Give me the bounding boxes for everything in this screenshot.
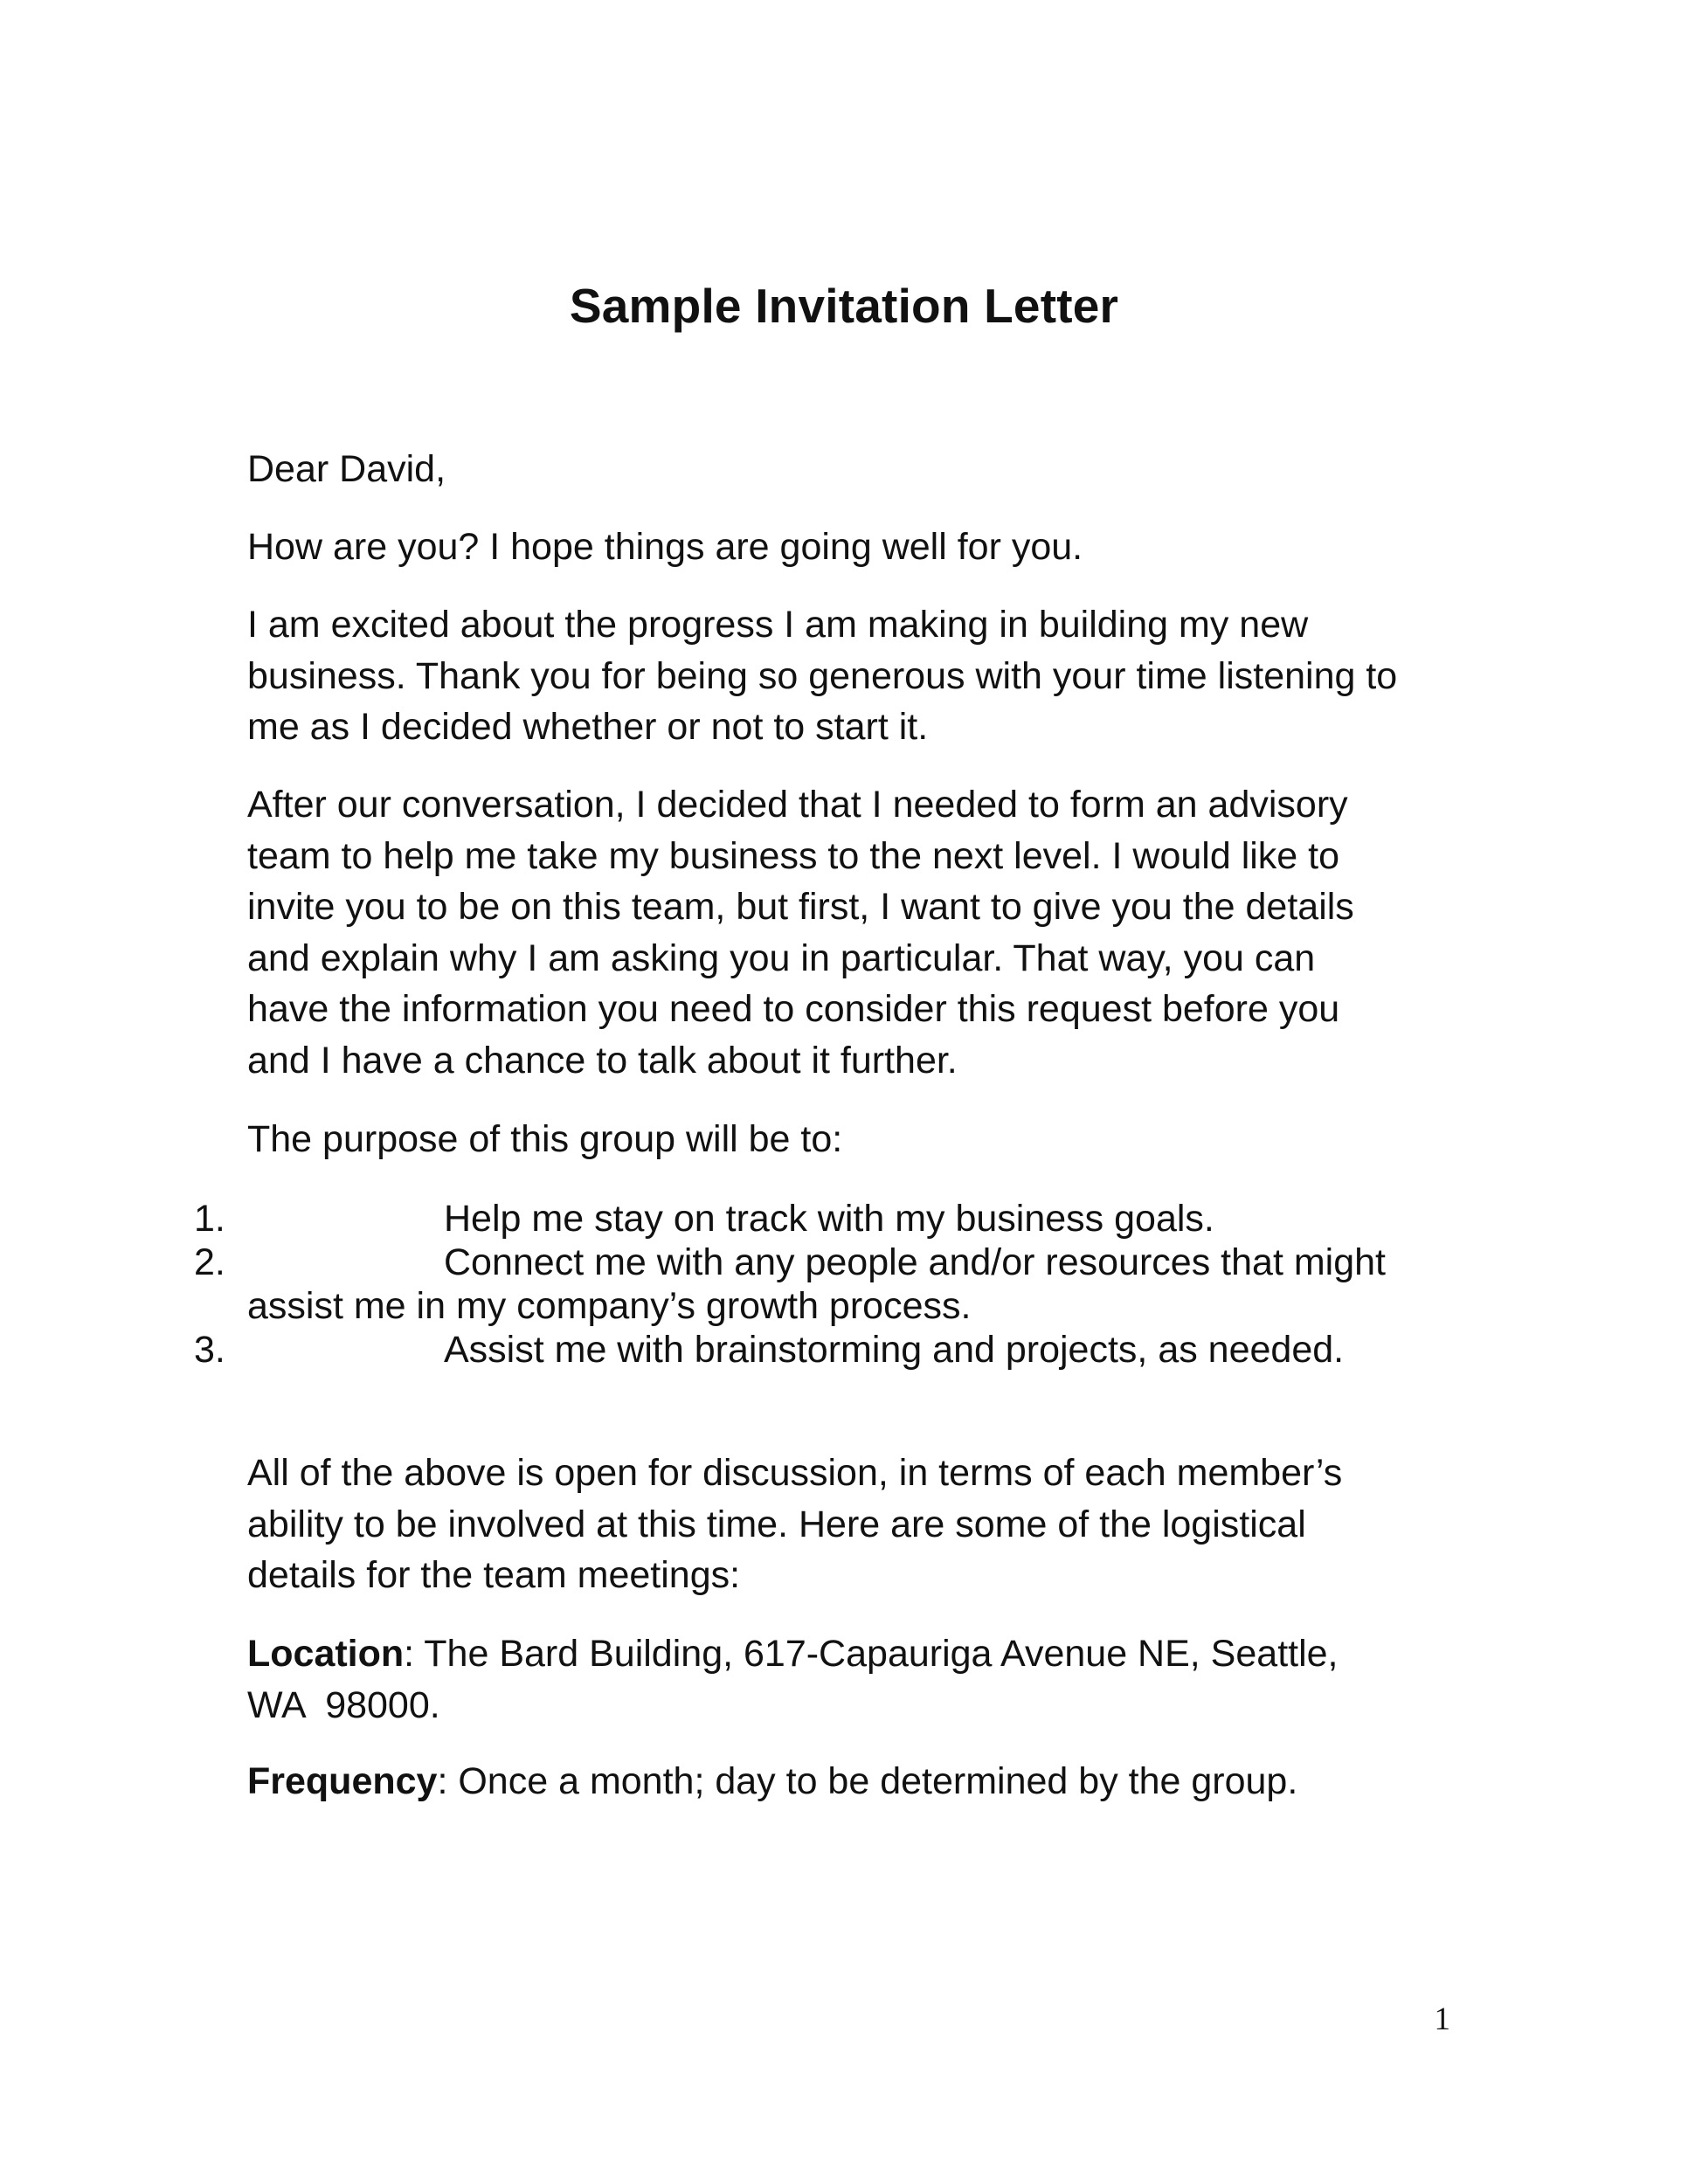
location-label: Location [247, 1633, 405, 1675]
list-item-number: 2. [194, 1241, 225, 1283]
list-item-text: Assist me with brainstorming and projects, as needed. [444, 1329, 1345, 1371]
frequency-text: : Once a month; day to be determined by the group. [437, 1760, 1298, 1802]
discussion-paragraph [247, 1448, 1488, 1601]
page-number: 1 [1434, 2001, 1450, 2037]
paragraph-line: business. Thank you for being so generous with your time listening to [247, 654, 1398, 697]
paragraph-line: and I have a chance to talk about it further. [247, 1039, 958, 1082]
paragraph-line: All of the above is open for discussion, in terms of each member’s [247, 1452, 1343, 1494]
location-paragraph [247, 1628, 1488, 1731]
paragraph-line: I am excited about the progress I am making in building my new [247, 604, 1309, 646]
letter-title: Sample Invitation Letter [569, 279, 1119, 333]
paragraph-line: After our conversation, I decided that I needed to form an advisory [247, 784, 1348, 826]
salutation: Dear David, [247, 448, 446, 490]
progress-paragraph [247, 599, 1488, 753]
list-item-text: Connect me with any people and/or resources that might [444, 1241, 1386, 1283]
list-item-number: 3. [194, 1329, 225, 1371]
paragraph-line: How are you? I hope things are going well for you. [247, 526, 1083, 568]
list-item-text: Help me stay on track with my business goals. [444, 1198, 1214, 1240]
paragraph-line: ability to be involved at this time. Here are some of the logistical [247, 1503, 1306, 1545]
location-line-2: WA 98000. [247, 1683, 440, 1726]
paragraph-line: invite you to be on this team, but first, I want to give you the details [247, 886, 1354, 928]
paragraph-line: and explain why I am asking you in particular. That way, you can [247, 936, 1316, 979]
paragraph-line: me as I decided whether or not to start it. [247, 706, 929, 748]
frequency-line [247, 1756, 1488, 1807]
greeting-paragraph [247, 522, 1488, 573]
paragraph-line: The purpose of this group will be to: [247, 1118, 843, 1160]
frequency-label: Frequency [247, 1760, 438, 1802]
location-address: : The Bard Building, 617-Capauriga Avenue NE, Seattle, [404, 1633, 1339, 1675]
location-line [247, 1628, 1488, 1680]
paragraph-line: details for the team meetings: [247, 1554, 741, 1596]
paragraph-line: team to help me take my business to the next level. I would like to [247, 834, 1340, 877]
purpose-intro [247, 1114, 1488, 1165]
paragraph-line: have the information you need to consider this request before you [247, 988, 1340, 1030]
conversation-paragraph [247, 779, 1488, 1086]
list-item-number: 1. [194, 1198, 225, 1240]
list-item-continuation: assist me in my company’s growth process. [247, 1285, 972, 1327]
frequency-paragraph [247, 1756, 1488, 1807]
